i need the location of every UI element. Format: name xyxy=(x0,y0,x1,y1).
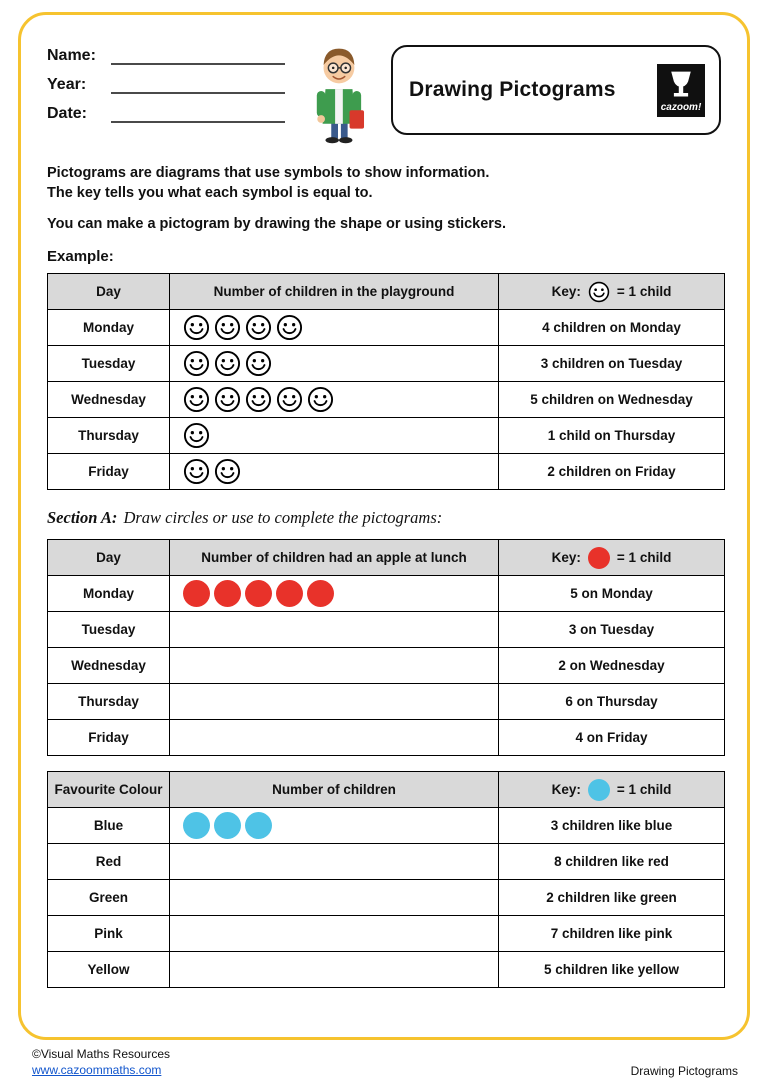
key-label: Key: xyxy=(551,284,581,299)
copyright-text: ©Visual Maths Resources xyxy=(32,1047,171,1061)
smiley-face-icon xyxy=(214,458,241,485)
name-field xyxy=(47,47,285,65)
row-note: 5 children like yellow xyxy=(499,952,725,988)
cazoom-glass-icon xyxy=(663,69,699,101)
smiley-face-icon xyxy=(183,350,210,377)
red-circle-icon xyxy=(588,547,610,569)
column-header-symbols: Number of children had an apple at lunch xyxy=(170,540,499,576)
table-row xyxy=(48,648,725,684)
key-value: = 1 child xyxy=(616,550,672,565)
red-circle-icon xyxy=(183,580,210,607)
table-header-row xyxy=(48,274,725,310)
name-input-line xyxy=(111,49,285,65)
colours-table-body xyxy=(48,808,725,988)
empty-drawing-cell xyxy=(170,844,499,880)
pictogram-cell xyxy=(170,576,499,612)
table-row xyxy=(48,880,725,916)
student-fields xyxy=(47,39,285,134)
blue-circle-icon xyxy=(245,812,272,839)
section-a-label: Section A: xyxy=(47,508,118,527)
pictogram-cell xyxy=(170,310,499,346)
row-note: 5 children on Wednesday xyxy=(499,382,725,418)
table-row xyxy=(48,808,725,844)
section-a-instruction: Draw circles or use to complete the pictograms: xyxy=(123,508,443,527)
empty-drawing-cell xyxy=(170,916,499,952)
table-row xyxy=(48,952,725,988)
worksheet-page xyxy=(18,12,750,1040)
empty-drawing-cell xyxy=(170,648,499,684)
pictogram-cell xyxy=(170,346,499,382)
empty-drawing-cell xyxy=(170,684,499,720)
row-note: 2 on Wednesday xyxy=(499,648,725,684)
empty-drawing-cell xyxy=(170,952,499,988)
column-header-key xyxy=(499,540,725,576)
date-input-line xyxy=(111,107,285,123)
apples-table-body xyxy=(48,576,725,756)
table-row xyxy=(48,612,725,648)
footer-doc-title: Drawing Pictograms xyxy=(630,1064,738,1079)
key-icon xyxy=(588,547,610,569)
blue-circle-icon xyxy=(214,812,241,839)
row-note: 2 children on Friday xyxy=(499,454,725,490)
smiley-face-icon xyxy=(588,281,610,303)
table-row xyxy=(48,454,725,490)
footer-credits xyxy=(32,1046,170,1078)
row-note: 1 child on Thursday xyxy=(499,418,725,454)
column-header-key xyxy=(499,274,725,310)
smiley-face-icon xyxy=(276,314,303,341)
key-icon xyxy=(588,281,610,303)
column-header-favourite-colour: Favourite Colour xyxy=(48,772,170,808)
red-circle-icon xyxy=(276,580,303,607)
year-label: Year: xyxy=(47,76,87,93)
key-label: Key: xyxy=(551,782,581,797)
pictogram-cell xyxy=(170,808,499,844)
red-circle-icon xyxy=(245,580,272,607)
smiley-face-icon xyxy=(183,422,210,449)
column-header-day: Day xyxy=(48,274,170,310)
example-table-body xyxy=(48,310,725,490)
smiley-face-icon xyxy=(214,314,241,341)
year-input-line xyxy=(111,78,285,94)
empty-drawing-cell xyxy=(170,880,499,916)
table-row xyxy=(48,418,725,454)
key-label: Key: xyxy=(551,550,581,565)
table-row xyxy=(48,916,725,952)
pictogram-cell xyxy=(170,382,499,418)
name-label: Name: xyxy=(47,47,96,64)
table-row xyxy=(48,346,725,382)
example-pictogram-table xyxy=(47,273,725,490)
section-a-heading xyxy=(47,508,721,528)
blue-circle-icon xyxy=(588,779,610,801)
teacher-illustration xyxy=(299,39,377,145)
row-label: Monday xyxy=(48,310,170,346)
colours-pictogram-table xyxy=(47,771,725,988)
row-label: Thursday xyxy=(48,684,170,720)
row-label: Thursday xyxy=(48,418,170,454)
year-field xyxy=(47,76,285,94)
intro-line-3: You can make a pictogram by drawing the shape or using stickers. xyxy=(47,216,507,232)
page-title: Drawing Pictograms xyxy=(409,78,616,101)
empty-drawing-cell xyxy=(170,720,499,756)
row-note: 6 on Thursday xyxy=(499,684,725,720)
table-row xyxy=(48,844,725,880)
pictogram-cell xyxy=(170,418,499,454)
blue-circle-icon xyxy=(183,812,210,839)
cazoom-logo-text: cazoom! xyxy=(660,101,702,113)
table-row xyxy=(48,684,725,720)
row-note: 3 children on Tuesday xyxy=(499,346,725,382)
empty-drawing-cell xyxy=(170,612,499,648)
key-value: = 1 child xyxy=(616,782,672,797)
smiley-face-icon xyxy=(307,386,334,413)
row-label: Friday xyxy=(48,454,170,490)
smiley-face-icon xyxy=(245,386,272,413)
cazoommaths-link[interactable]: www.cazoommaths.com xyxy=(32,1063,162,1078)
smiley-face-icon xyxy=(183,458,210,485)
table-row xyxy=(48,382,725,418)
column-header-symbols: Number of children in the playground xyxy=(170,274,499,310)
row-note: 4 on Friday xyxy=(499,720,725,756)
worksheet-header xyxy=(47,39,721,149)
row-label: Yellow xyxy=(48,952,170,988)
table-header-row xyxy=(48,540,725,576)
table-row xyxy=(48,720,725,756)
row-note: 3 on Tuesday xyxy=(499,612,725,648)
column-header-symbols: Number of children xyxy=(170,772,499,808)
intro-line-1: Pictograms are diagrams that use symbols to show information. xyxy=(47,165,490,181)
row-note: 2 children like green xyxy=(499,880,725,916)
red-circle-icon xyxy=(307,580,334,607)
row-note: 3 children like blue xyxy=(499,808,725,844)
intro-line-2: The key tells you what each symbol is equal to. xyxy=(47,185,373,201)
row-label: Tuesday xyxy=(48,346,170,382)
intro-text xyxy=(47,163,721,234)
column-header-key xyxy=(499,772,725,808)
table-row xyxy=(48,576,725,612)
example-label: Example: xyxy=(47,248,114,265)
smiley-face-icon xyxy=(276,386,303,413)
row-label: Wednesday xyxy=(48,382,170,418)
pictogram-cell xyxy=(170,454,499,490)
smiley-face-icon xyxy=(245,314,272,341)
date-label: Date: xyxy=(47,105,88,122)
row-label: Wednesday xyxy=(48,648,170,684)
title-box xyxy=(391,45,721,135)
key-value: = 1 child xyxy=(616,284,672,299)
table-row xyxy=(48,310,725,346)
smiley-face-icon xyxy=(214,386,241,413)
row-label: Red xyxy=(48,844,170,880)
row-note: 4 children on Monday xyxy=(499,310,725,346)
row-label: Blue xyxy=(48,808,170,844)
row-label: Monday xyxy=(48,576,170,612)
red-circle-icon xyxy=(214,580,241,607)
apples-pictogram-table xyxy=(47,539,725,756)
row-note: 8 children like red xyxy=(499,844,725,880)
date-field xyxy=(47,105,285,123)
row-label: Friday xyxy=(48,720,170,756)
row-label: Pink xyxy=(48,916,170,952)
smiley-face-icon xyxy=(245,350,272,377)
key-icon xyxy=(588,779,610,801)
row-label: Tuesday xyxy=(48,612,170,648)
smiley-face-icon xyxy=(183,314,210,341)
smiley-face-icon xyxy=(183,386,210,413)
table-header-row xyxy=(48,772,725,808)
row-note: 5 on Monday xyxy=(499,576,725,612)
teacher-cartoon-icon xyxy=(304,39,372,145)
cazoom-logo xyxy=(657,64,705,117)
row-note: 7 children like pink xyxy=(499,916,725,952)
column-header-day: Day xyxy=(48,540,170,576)
row-label: Green xyxy=(48,880,170,916)
page-footer xyxy=(32,1046,738,1078)
smiley-face-icon xyxy=(214,350,241,377)
